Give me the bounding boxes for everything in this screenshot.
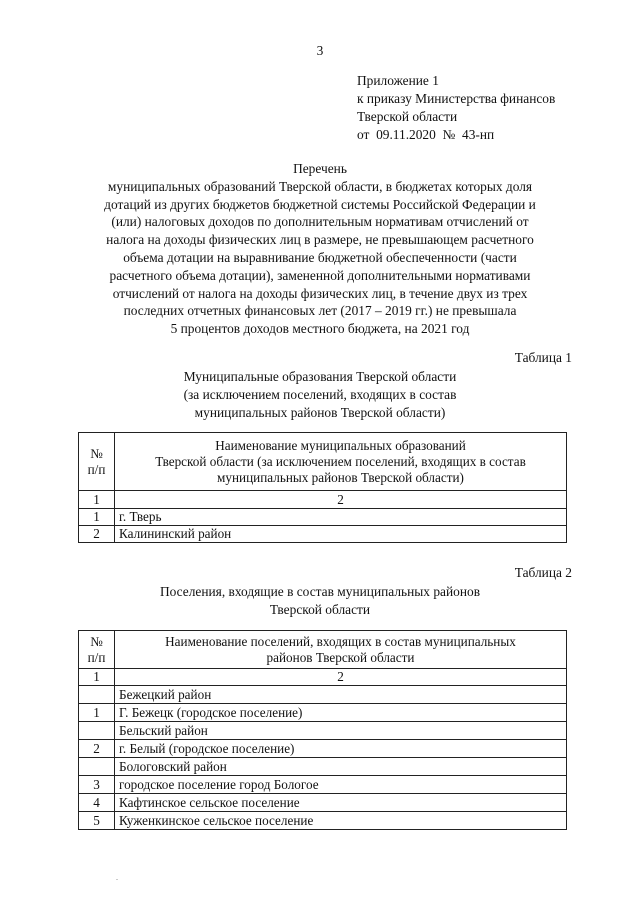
table2-subtitle-line: Тверской области (269, 602, 371, 617)
row-name-cell: Бельский район (115, 722, 567, 740)
title-line: отчислений от налога на доходы физических лиц, в течение двух из трех (112, 285, 528, 301)
table-row (79, 758, 567, 776)
table-row (79, 776, 567, 794)
table-row (79, 740, 567, 758)
row-name-cell: Бологовский район (115, 758, 567, 776)
index-name-cell: 2 (115, 491, 567, 509)
title-line: объема дотации на выравнивание бюджетной обеспеченности (части (123, 249, 517, 265)
header-name-cell (115, 631, 567, 669)
title-line: 5 процентов доходов местного бюджета, на 2021 год (170, 321, 470, 337)
row-name-cell: Кафтинское сельское поселение (115, 794, 567, 812)
row-num-cell (79, 722, 115, 740)
appendix-block (357, 72, 555, 144)
row-num-cell (79, 686, 115, 704)
table1-caption: Таблица 1 (514, 350, 572, 365)
table-row (79, 794, 567, 812)
row-num-cell: 2 (79, 526, 115, 543)
table-header-row (79, 433, 567, 491)
table2-subtitle-line: Поселения, входящие в состав муниципальных районов (159, 584, 481, 599)
row-name-cell: Бежецкий район (115, 686, 567, 704)
header-name-line: Тверской области (за исключением поселений, входящих в состав (155, 453, 526, 469)
column-index-row (79, 669, 567, 686)
appendix-line: к приказу Министерства финансов (357, 91, 556, 106)
row-name-cell: Калининский район (115, 526, 567, 543)
title-line: расчетного объема дотации), замененной дополнительными нормативами (109, 267, 531, 283)
title-line: муниципальных образований Тверской области, в бюджетах которых доля (107, 178, 533, 194)
header-num-line: № (90, 445, 103, 461)
table-header-row (79, 631, 567, 669)
row-name-cell: городское поселение город Бологое (115, 776, 567, 794)
row-num-cell: 1 (79, 509, 115, 526)
table1-subtitle-line: Муниципальные образования Тверской области (183, 369, 457, 384)
table-row (79, 722, 567, 740)
title-heading: Перечень (293, 161, 347, 176)
row-num-cell: 5 (79, 812, 115, 830)
table-row (79, 704, 567, 722)
page-number: 3 (316, 43, 324, 58)
row-name-cell: Куженкинское сельское поселение (115, 812, 567, 830)
header-name-line: Наименование поселений, входящих в состав муниципальных (165, 633, 516, 649)
index-name-cell: 2 (115, 669, 567, 686)
row-num-cell: 3 (79, 776, 115, 794)
table-row (79, 686, 567, 704)
table2 (78, 630, 567, 830)
header-num-cell (79, 433, 115, 491)
table2-subtitle (0, 583, 640, 619)
row-name-cell: г. Белый (городское поселение) (115, 740, 567, 758)
footer-mark: . (116, 873, 118, 882)
row-num-cell: 2 (79, 740, 115, 758)
row-num-cell: 4 (79, 794, 115, 812)
header-name-cell (115, 433, 567, 491)
row-num-cell: 1 (79, 704, 115, 722)
column-index-row (79, 491, 567, 509)
appendix-line: Приложение 1 (357, 73, 439, 88)
row-name-cell: Г. Бежецк (городское поселение) (115, 704, 567, 722)
appendix-line: Тверской области (357, 109, 458, 124)
index-num-cell: 1 (79, 491, 115, 509)
title-line: налога на доходы физических лиц в размере, не превышающем расчетного (106, 232, 534, 248)
header-num-line: п/п (87, 649, 106, 665)
header-num-line: № (90, 633, 103, 649)
header-name-line: муниципальных районов Тверской области) (217, 469, 464, 485)
table1-subtitle-line: (за исключением поселений, входящих в состав (183, 387, 457, 402)
table2-caption: Таблица 2 (514, 565, 572, 580)
index-num-cell: 1 (79, 669, 115, 686)
appendix-date-number: от 09.11.2020 № 43-нп (357, 127, 495, 142)
header-name-line: районов Тверской области (266, 649, 415, 665)
row-name-cell: г. Тверь (115, 509, 567, 526)
title-line: последних отчетных финансовых лет (2017 – 2019 гг.) не превышала (123, 303, 517, 319)
row-num-cell (79, 758, 115, 776)
table1-subtitle-line: муниципальных районов Тверской области) (194, 405, 446, 420)
table1-subtitle (0, 368, 640, 422)
header-name-line: Наименование муниципальных образований (215, 437, 466, 453)
title-line: (или) налоговых доходов по дополнительным нормативам отчислений от (111, 214, 529, 230)
document-title (70, 160, 570, 338)
table1 (78, 432, 567, 543)
table-row (79, 812, 567, 830)
title-line: дотаций из других бюджетов бюджетной системы Российской Федерации и (104, 196, 536, 212)
table-row (79, 509, 567, 526)
table-row (79, 526, 567, 543)
header-num-cell (79, 631, 115, 669)
header-num-line: п/п (87, 461, 106, 477)
